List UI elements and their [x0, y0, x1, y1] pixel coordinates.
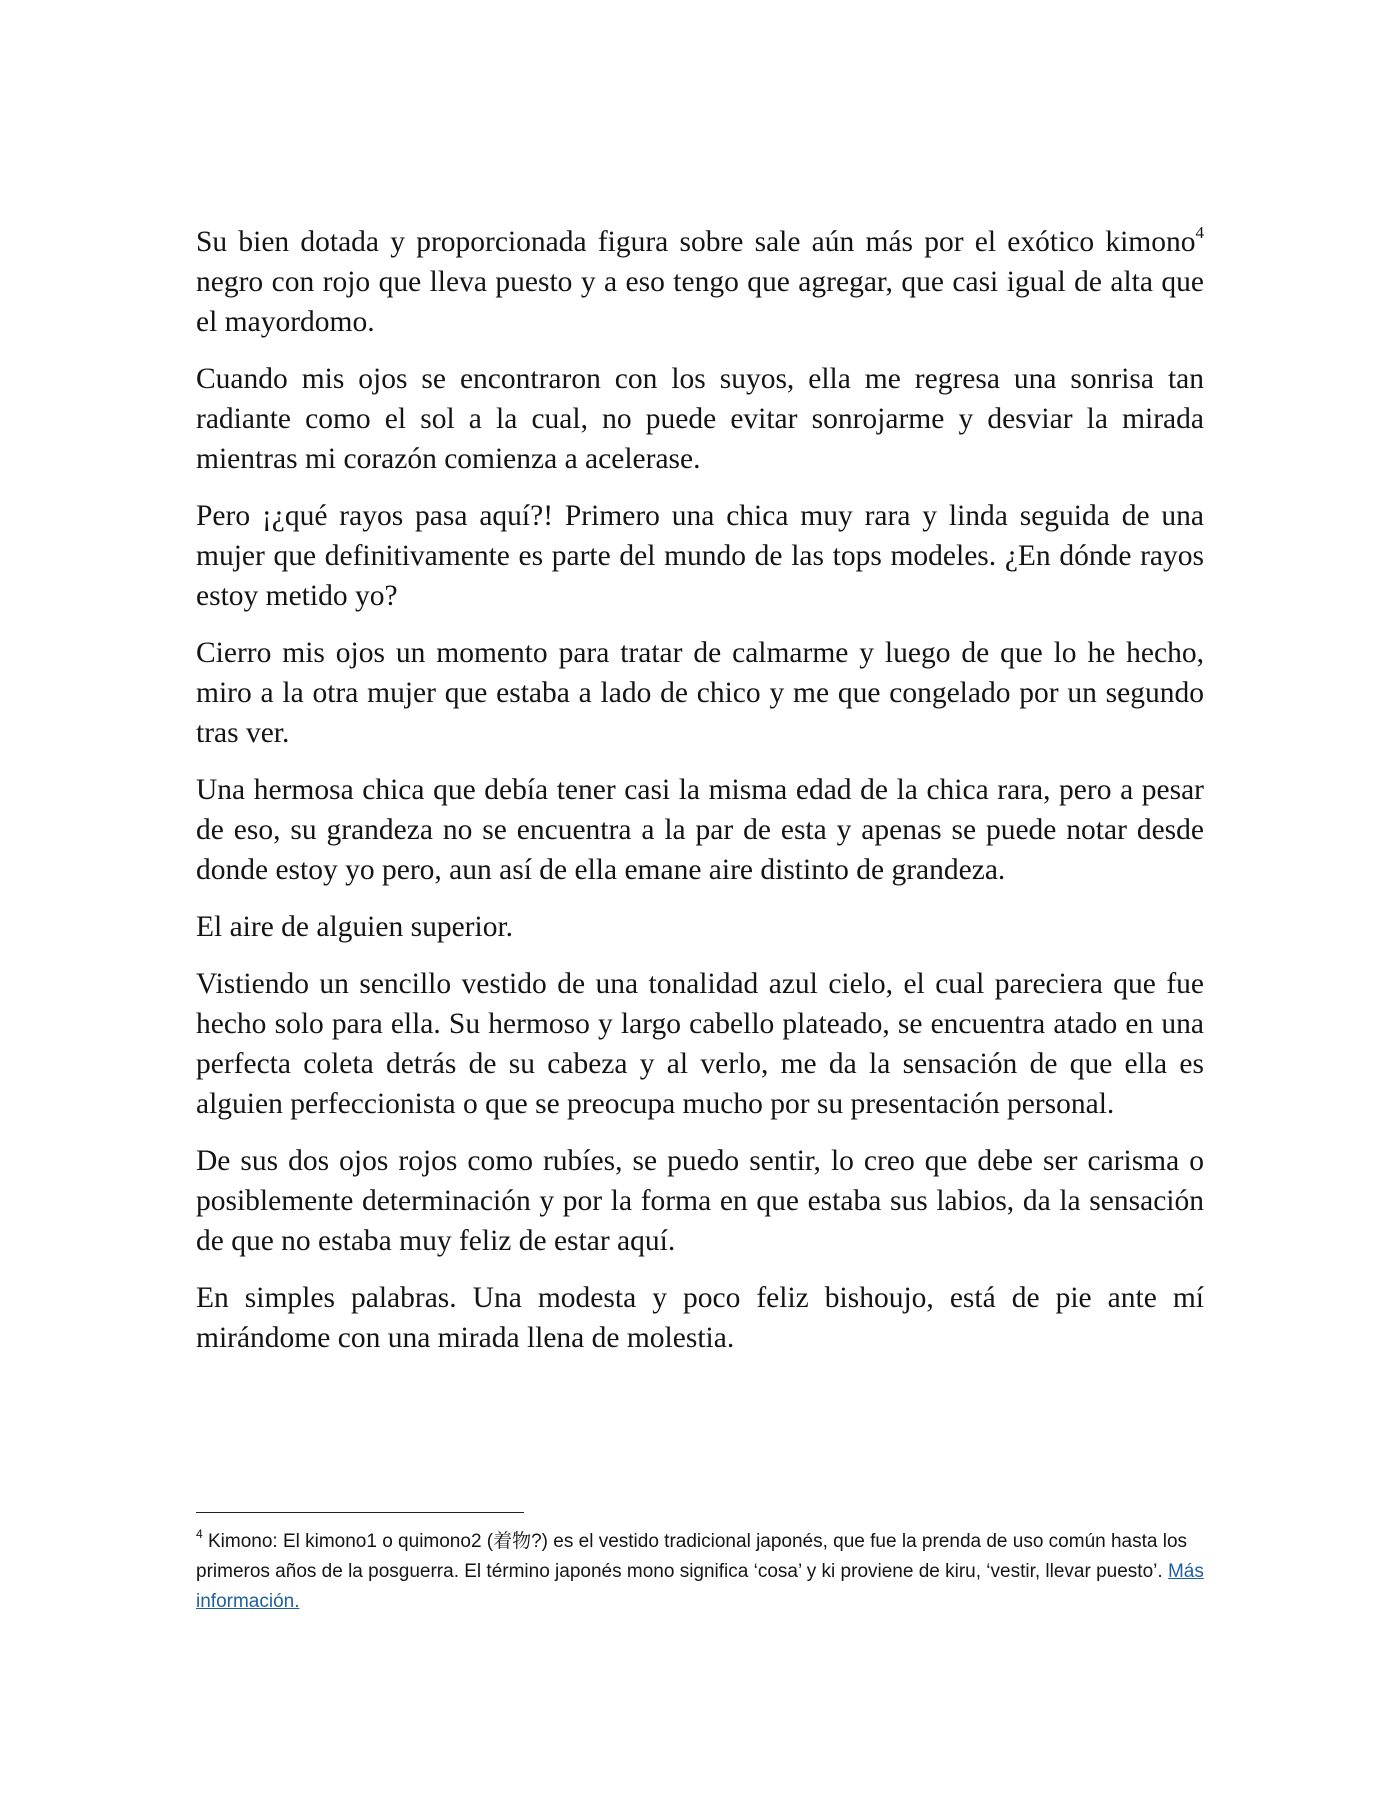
- paragraph-6: El aire de alguien superior.: [196, 911, 514, 943]
- footnote-text: Kimono: El kimono1 o quimono2 (着物?) es el vestido tradicional japonés, que fue la prenda de uso común hasta los primeros años de la posguerra. El término japonés mono significa ‘cosa’ y ki proviene de kiru, ‘vestir, llevar puesto’.: [196, 1531, 1188, 1582]
- paragraph-1-text-continued: negro con rojo que lleva puesto y a eso tengo que agregar, que casi igual de alta que el mayordomo.: [196, 266, 1204, 338]
- paragraph-4: Cierro mis ojos un momento para tratar de calmarme y luego de que lo he hecho, miro a la otra mujer que estaba a lado de chico y me que congelado por un segundo tras ver.: [196, 637, 1204, 749]
- paragraph-3: Pero ¡¿qué rayos pasa aquí?! Primero una chica muy rara y linda seguida de una mujer que definitivamente es parte del mundo de las tops modeles. ¿En dónde rayos estoy metido yo?: [196, 500, 1204, 612]
- footnote-reference: 4: [1195, 223, 1204, 243]
- paragraph-5: Una hermosa chica que debía tener casi la misma edad de la chica rara, pero a pesar de eso, su grandeza no se encuentra a la par de esta y apenas se puede notar desde donde estoy yo pero, aun así de ella emane aire distinto de grandeza.: [196, 774, 1204, 886]
- body-text: [196, 222, 1204, 1375]
- paragraph-1: [196, 222, 1204, 342]
- paragraph-9: En simples palabras. Una modesta y poco feliz bishoujo, está de pie ante mí mirándome con una mirada llena de molestia.: [196, 1282, 1204, 1354]
- more-info-link[interactable]: Más información.: [196, 1561, 1204, 1612]
- footnote-paragraph: [196, 1527, 1204, 1617]
- paragraph-2: Cuando mis ojos se encontraron con los suyos, ella me regresa una sonrisa tan radiante como el sol a la cual, no puede evitar sonrojarme y desviar la mirada mientras mi corazón comienza a acelerase.: [196, 363, 1204, 475]
- paragraph-7: Vistiendo un sencillo vestido de una tonalidad azul cielo, el cual pareciera que fue hecho solo para ella. Su hermoso y largo cabello plateado, se encuentra atado en una perfecta coleta detrás de su cabeza y al verlo, me da la sensación de que ella es alguien perfeccionista o que se preocupa mucho por su presentación personal.: [196, 968, 1204, 1120]
- footnote: [196, 1527, 1204, 1617]
- paragraph-1-text: Su bien dotada y proporcionada figura sobre sale aún más por el exótico kimono: [196, 226, 1196, 258]
- paragraph-8: De sus dos ojos rojos como rubíes, se puedo sentir, lo creo que debe ser carisma o posiblemente determinación y por la forma en que estaba sus labios, da la sensación de que no estaba muy feliz de estar aquí.: [196, 1145, 1204, 1257]
- footnote-separator: [196, 1512, 524, 1513]
- footnote-number: 4: [196, 1526, 203, 1541]
